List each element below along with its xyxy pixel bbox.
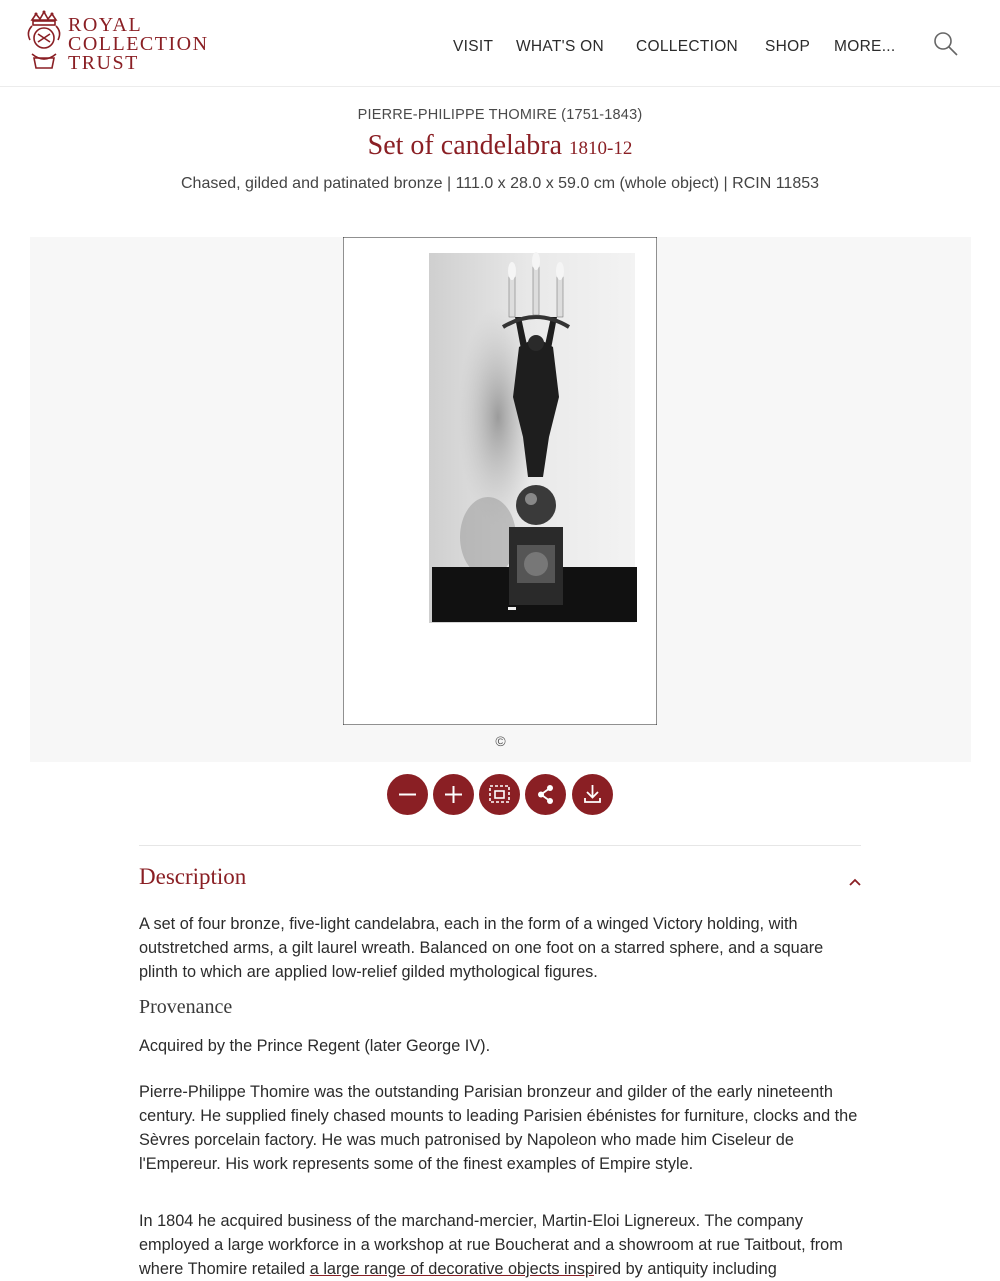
logo-line-1: ROYAL — [68, 14, 143, 36]
logo-wordmark — [68, 16, 209, 73]
copyright-notice[interactable]: © — [495, 733, 506, 749]
plus-icon — [433, 774, 474, 815]
object-title-text: Set of candelabra — [367, 130, 563, 161]
logo-line-3: TRUST — [68, 52, 139, 74]
artist-name[interactable]: PIERRE-PHILIPPE THOMIRE (1751-1843) — [357, 107, 643, 123]
nav-shop[interactable]: SHOP — [765, 38, 811, 55]
provenance-text: Acquired by the Prince Regent (later George IV). — [139, 1037, 491, 1055]
site-logo[interactable] — [24, 10, 224, 74]
zoom-in-button[interactable] — [433, 774, 474, 815]
biography-paragraph-1: Pierre-Philippe Thomire was the outstanding Parisian bronzeur and gilder of the early nineteenth century. He supplied finely chased mounts to leading Parisien ébénistes for furniture, clocks and the Sèvres porcelain factory. He was much patronised by Napoleon who made him Ciseleur de l'Empereur. His work represents some of the finest examples of Empire style. — [139, 1083, 858, 1173]
chevron-up-icon[interactable] — [846, 876, 864, 888]
decorative-objects-link[interactable]: a large range of decorative objects insp — [309, 1260, 594, 1278]
object-date: 1810-12 — [569, 138, 633, 159]
site-header — [0, 0, 1000, 87]
crest-icon — [24, 10, 64, 72]
viewer-toolbar — [0, 774, 1000, 816]
nav-collection[interactable]: COLLECTION — [636, 38, 739, 55]
bio-2-end: ired by antiquity including — [593, 1260, 777, 1278]
search-button[interactable] — [932, 30, 960, 58]
description-heading[interactable]: Description — [139, 864, 247, 889]
biography-paragraph-2 — [139, 1209, 863, 1281]
download-button[interactable] — [572, 774, 613, 815]
download-icon — [572, 774, 613, 815]
logo-line-2: COLLECTION — [68, 33, 209, 55]
image-viewer[interactable] — [30, 237, 971, 762]
zoom-out-button[interactable] — [387, 774, 428, 815]
section-divider — [139, 845, 861, 846]
description-text: A set of four bronze, five-light candelabra, each in the form of a winged Victory holding, with outstretched arms, a gilt laurel wreath. Balanced on one foot on a starred sphere, and a square plinth to which are applied low-relief gilded mythological figures. — [139, 915, 824, 981]
fullscreen-button[interactable] — [479, 774, 520, 815]
share-icon — [525, 774, 566, 815]
search-icon — [932, 30, 960, 58]
object-meta: Chased, gilded and patinated bronze | 111.0 x 28.0 x 59.0 cm (whole object) | RCIN 11853 — [180, 175, 820, 192]
object-photo[interactable] — [343, 237, 657, 725]
object-title — [0, 130, 1000, 162]
nav-visit[interactable]: VISIT — [453, 38, 494, 55]
nav-more[interactable]: MORE... — [834, 38, 896, 55]
bio-2-start: In 1804 he acquired business of the marchand-mercier, Martin-Eloi Lignereux. The company employed a large workforce in a workshop at rue Boucherat and a showroom at rue Taitbout, from where Thomire retailed — [139, 1212, 843, 1278]
nav-whats-on[interactable]: WHAT'S ON — [516, 38, 605, 55]
provenance-heading: Provenance — [139, 996, 233, 1018]
minus-icon — [387, 774, 428, 815]
share-button[interactable] — [525, 774, 566, 815]
fullscreen-icon — [479, 774, 520, 815]
